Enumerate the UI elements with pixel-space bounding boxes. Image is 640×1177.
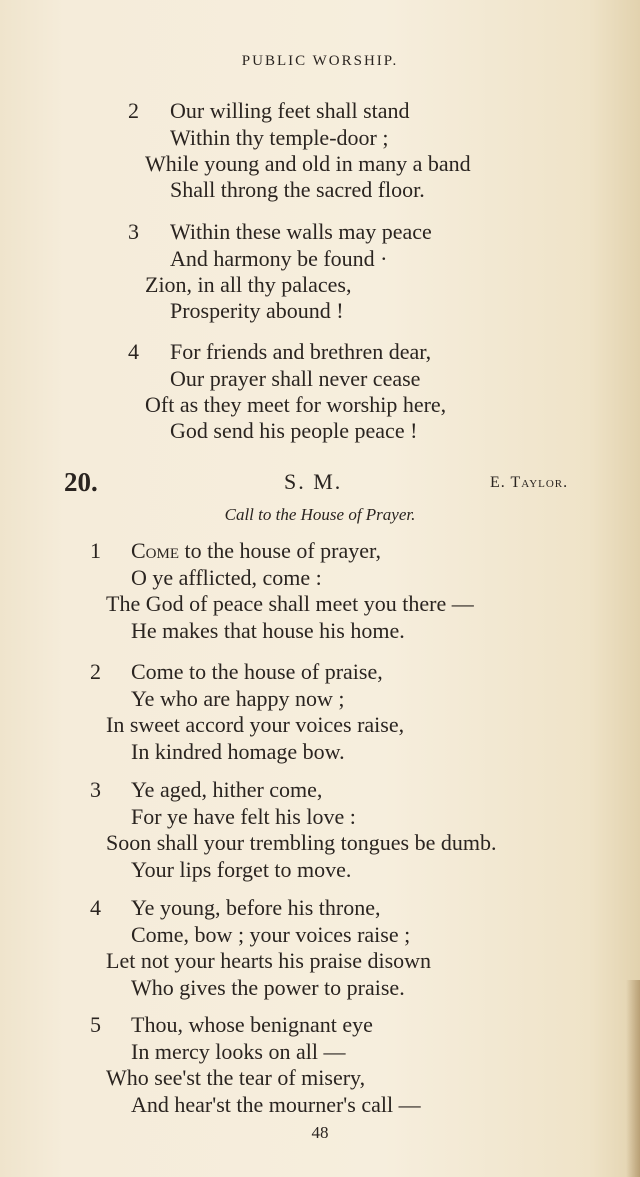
verse-line: God send his people peace !: [170, 418, 418, 443]
verse-line: Your lips forget to move.: [131, 857, 352, 882]
verse-line: In kindred homage bow.: [131, 739, 345, 764]
verse-number: 2: [128, 98, 139, 123]
hymn-author: E. Taylor.: [490, 474, 569, 491]
page-number: 48: [311, 1123, 329, 1142]
hymn-title: Call to the House of Prayer.: [224, 505, 416, 524]
verse-line: Soon shall your trembling tongues be dumb.: [106, 830, 497, 855]
verse-line: Shall throng the sacred floor.: [170, 177, 425, 202]
verse-line: Our prayer shall never cease: [170, 366, 421, 391]
verse-line: Come to the house of praise,: [131, 659, 383, 684]
running-head: PUBLIC WORSHIP.: [241, 53, 399, 69]
verse-line: For friends and brethren dear,: [170, 339, 432, 364]
verse-line: While young and old in many a band: [145, 151, 471, 176]
verse-line: Who see'st the tear of misery,: [106, 1065, 366, 1090]
verse-line-first: [131, 538, 381, 564]
verse-number: 2: [90, 659, 101, 684]
verse-number: 3: [128, 219, 139, 244]
verse-line: O ye afflicted, come :: [131, 565, 322, 590]
verse-line: Zion, in all thy palaces,: [145, 272, 352, 297]
verse-line: Come, bow ; your voices raise ;: [131, 922, 411, 947]
hymn-meter: S. M.: [284, 469, 343, 494]
verse-line: The God of peace shall meet you there —: [106, 591, 474, 616]
verse-line: Prosperity abound !: [170, 298, 344, 323]
verse-line: Ye who are happy now ;: [131, 686, 345, 711]
verse-number: 4: [128, 339, 139, 364]
verse-line: Within thy temple-door ;: [170, 125, 389, 150]
verse-line: Ye aged, hither come,: [131, 777, 323, 802]
verse-line: Within these walls may peace: [170, 219, 432, 244]
verse-number: 3: [90, 777, 101, 802]
hymn-number: 20.: [64, 467, 98, 497]
verse-line: Oft as they meet for worship here,: [145, 392, 447, 417]
verse-line: And harmony be found ·: [170, 246, 388, 271]
verse-number: 5: [90, 1012, 101, 1037]
first-word: Come: [131, 538, 180, 563]
verse-number: 1: [90, 538, 101, 563]
page-edge-shadow: [626, 980, 640, 1177]
verse-line: Who gives the power to praise.: [131, 975, 405, 1000]
verse-line: In sweet accord your voices raise,: [106, 712, 405, 737]
verse-line: And hear'st the mourner's call —: [131, 1092, 421, 1117]
verse-line: Ye young, before his throne,: [131, 895, 381, 920]
verse-number: 4: [90, 895, 101, 920]
verse-line: Our willing feet shall stand: [170, 98, 410, 123]
verse-line: In mercy looks on all —: [131, 1039, 346, 1064]
first-line-rest: to the house of prayer,: [179, 538, 381, 563]
verse-line: For ye have felt his love :: [131, 804, 356, 829]
verse-line: Thou, whose benignant eye: [131, 1012, 373, 1037]
verse-line: Let not your hearts his praise disown: [106, 948, 432, 973]
verse-line: He makes that house his home.: [131, 618, 405, 643]
